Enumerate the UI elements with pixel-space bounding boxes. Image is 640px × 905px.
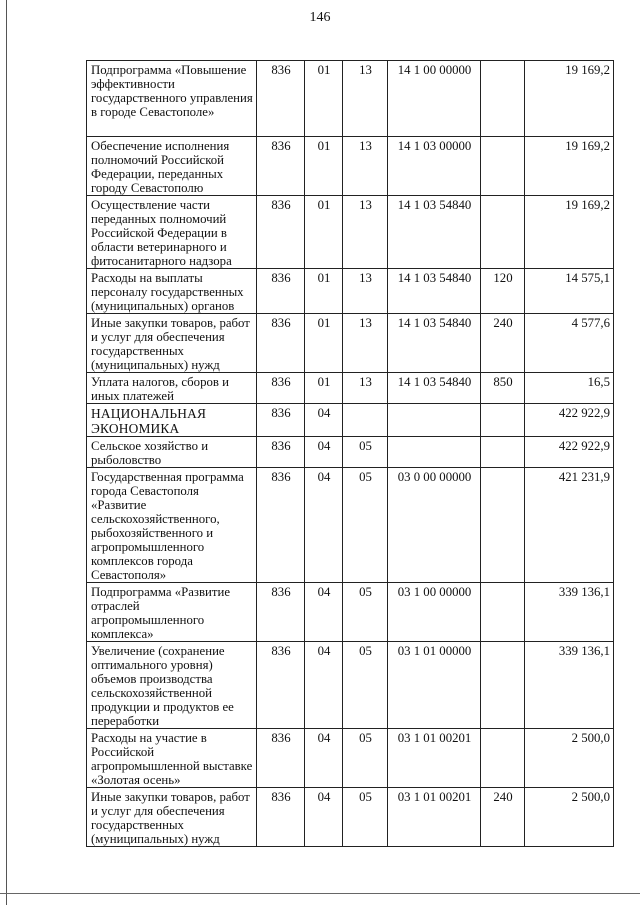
table-row <box>87 642 614 729</box>
cell-subsection-code <box>343 404 388 437</box>
cell-amount: 19 169,2 <box>525 137 614 196</box>
cell-name: Обеспечение исполнения полномочий Российской Федерации, переданных городу Севастополю <box>87 137 257 196</box>
cell-name: Увеличение (сохранение оптимального уровня) объемов производства сельскохозяйственной продукции и продуктов ее переработки <box>87 642 257 729</box>
table-row <box>87 269 614 314</box>
budget-table <box>86 60 614 847</box>
cell-section-code: 04 <box>305 404 343 437</box>
cell-section-code: 04 <box>305 729 343 788</box>
table-row <box>87 468 614 583</box>
cell-subsection-code: 13 <box>343 137 388 196</box>
table-row <box>87 583 614 642</box>
cell-target-item-code: 14 1 03 54840 <box>388 373 481 404</box>
cell-name: Иные закупки товаров, работ и услуг для обеспечения государственных (муниципальных) нужд <box>87 314 257 373</box>
cell-subsection-code: 05 <box>343 729 388 788</box>
cell-subsection-code: 13 <box>343 61 388 137</box>
budget-table-body <box>87 61 614 847</box>
cell-expense-type-code: 240 <box>481 788 525 847</box>
cell-amount: 4 577,6 <box>525 314 614 373</box>
cell-section-code: 04 <box>305 468 343 583</box>
cell-expense-type-code <box>481 468 525 583</box>
cell-target-item-code: 14 1 00 00000 <box>388 61 481 137</box>
cell-target-item-code <box>388 404 481 437</box>
cell-section-code: 04 <box>305 788 343 847</box>
cell-subsection-code: 05 <box>343 788 388 847</box>
cell-ministry-code: 836 <box>257 729 305 788</box>
cell-subsection-code: 05 <box>343 583 388 642</box>
cell-amount: 339 136,1 <box>525 583 614 642</box>
cell-name: Уплата налогов, сборов и иных платежей <box>87 373 257 404</box>
table-row <box>87 61 614 137</box>
cell-section-code: 01 <box>305 61 343 137</box>
cell-ministry-code: 836 <box>257 137 305 196</box>
cell-ministry-code: 836 <box>257 373 305 404</box>
cell-ministry-code: 836 <box>257 404 305 437</box>
cell-amount: 2 500,0 <box>525 788 614 847</box>
cell-name: НАЦИОНАЛЬНАЯ ЭКОНОМИКА <box>87 404 257 437</box>
cell-subsection-code: 13 <box>343 314 388 373</box>
table-row <box>87 788 614 847</box>
cell-target-item-code: 14 1 03 54840 <box>388 314 481 373</box>
cell-ministry-code: 836 <box>257 642 305 729</box>
cell-section-code: 04 <box>305 437 343 468</box>
cell-amount: 422 922,9 <box>525 404 614 437</box>
cell-amount: 2 500,0 <box>525 729 614 788</box>
cell-expense-type-code: 850 <box>481 373 525 404</box>
cell-name: Подпрограмма «Повышение эффективности государственного управления в городе Севастополе» <box>87 61 257 137</box>
table-row <box>87 314 614 373</box>
cell-name: Иные закупки товаров, работ и услуг для обеспечения государственных (муниципальных) нужд <box>87 788 257 847</box>
cell-amount: 16,5 <box>525 373 614 404</box>
table-row <box>87 373 614 404</box>
cell-name: Государственная программа города Севастополя «Развитие сельскохозяйственного, рыбохозяйственного и агропромышленного комплексов города Севастополя» <box>87 468 257 583</box>
cell-target-item-code: 14 1 03 54840 <box>388 269 481 314</box>
scan-left-edge <box>6 0 7 905</box>
cell-section-code: 01 <box>305 269 343 314</box>
cell-amount: 422 922,9 <box>525 437 614 468</box>
cell-amount: 19 169,2 <box>525 61 614 137</box>
cell-expense-type-code <box>481 583 525 642</box>
cell-section-code: 04 <box>305 583 343 642</box>
table-row <box>87 404 614 437</box>
cell-subsection-code: 13 <box>343 373 388 404</box>
cell-expense-type-code: 120 <box>481 269 525 314</box>
cell-expense-type-code <box>481 642 525 729</box>
cell-amount: 339 136,1 <box>525 642 614 729</box>
cell-target-item-code: 03 1 00 00000 <box>388 583 481 642</box>
cell-amount: 421 231,9 <box>525 468 614 583</box>
cell-subsection-code: 05 <box>343 437 388 468</box>
cell-name: Сельское хозяйство и рыболовство <box>87 437 257 468</box>
scan-bottom-edge <box>0 893 640 894</box>
cell-expense-type-code <box>481 137 525 196</box>
cell-target-item-code: 03 1 01 00201 <box>388 788 481 847</box>
cell-section-code: 01 <box>305 373 343 404</box>
cell-amount: 19 169,2 <box>525 196 614 269</box>
cell-expense-type-code: 240 <box>481 314 525 373</box>
cell-expense-type-code <box>481 729 525 788</box>
table-row <box>87 437 614 468</box>
cell-subsection-code: 13 <box>343 196 388 269</box>
cell-name: Расходы на выплаты персоналу государственных (муниципальных) органов <box>87 269 257 314</box>
table-row <box>87 729 614 788</box>
cell-ministry-code: 836 <box>257 468 305 583</box>
cell-subsection-code: 13 <box>343 269 388 314</box>
cell-ministry-code: 836 <box>257 437 305 468</box>
cell-target-item-code: 03 1 01 00000 <box>388 642 481 729</box>
cell-ministry-code: 836 <box>257 314 305 373</box>
cell-section-code: 01 <box>305 314 343 373</box>
cell-name: Осуществление части переданных полномочий Российской Федерации в области ветеринарного и фитосанитарного надзора <box>87 196 257 269</box>
table-row <box>87 196 614 269</box>
cell-target-item-code: 03 0 00 00000 <box>388 468 481 583</box>
cell-name: Подпрограмма «Развитие отраслей агропромышленного комплекса» <box>87 583 257 642</box>
cell-target-item-code: 14 1 03 00000 <box>388 137 481 196</box>
cell-target-item-code: 14 1 03 54840 <box>388 196 481 269</box>
cell-expense-type-code <box>481 437 525 468</box>
cell-subsection-code: 05 <box>343 468 388 583</box>
cell-ministry-code: 836 <box>257 788 305 847</box>
cell-target-item-code <box>388 437 481 468</box>
cell-ministry-code: 836 <box>257 61 305 137</box>
cell-amount: 14 575,1 <box>525 269 614 314</box>
cell-section-code: 04 <box>305 642 343 729</box>
cell-expense-type-code <box>481 61 525 137</box>
table-row <box>87 137 614 196</box>
cell-section-code: 01 <box>305 196 343 269</box>
cell-expense-type-code <box>481 196 525 269</box>
cell-name: Расходы на участие в Российской агропромышленной выставке «Золотая осень» <box>87 729 257 788</box>
cell-subsection-code: 05 <box>343 642 388 729</box>
cell-ministry-code: 836 <box>257 269 305 314</box>
cell-ministry-code: 836 <box>257 196 305 269</box>
cell-target-item-code: 03 1 01 00201 <box>388 729 481 788</box>
cell-expense-type-code <box>481 404 525 437</box>
page-number: 146 <box>309 10 331 25</box>
cell-ministry-code: 836 <box>257 583 305 642</box>
cell-section-code: 01 <box>305 137 343 196</box>
